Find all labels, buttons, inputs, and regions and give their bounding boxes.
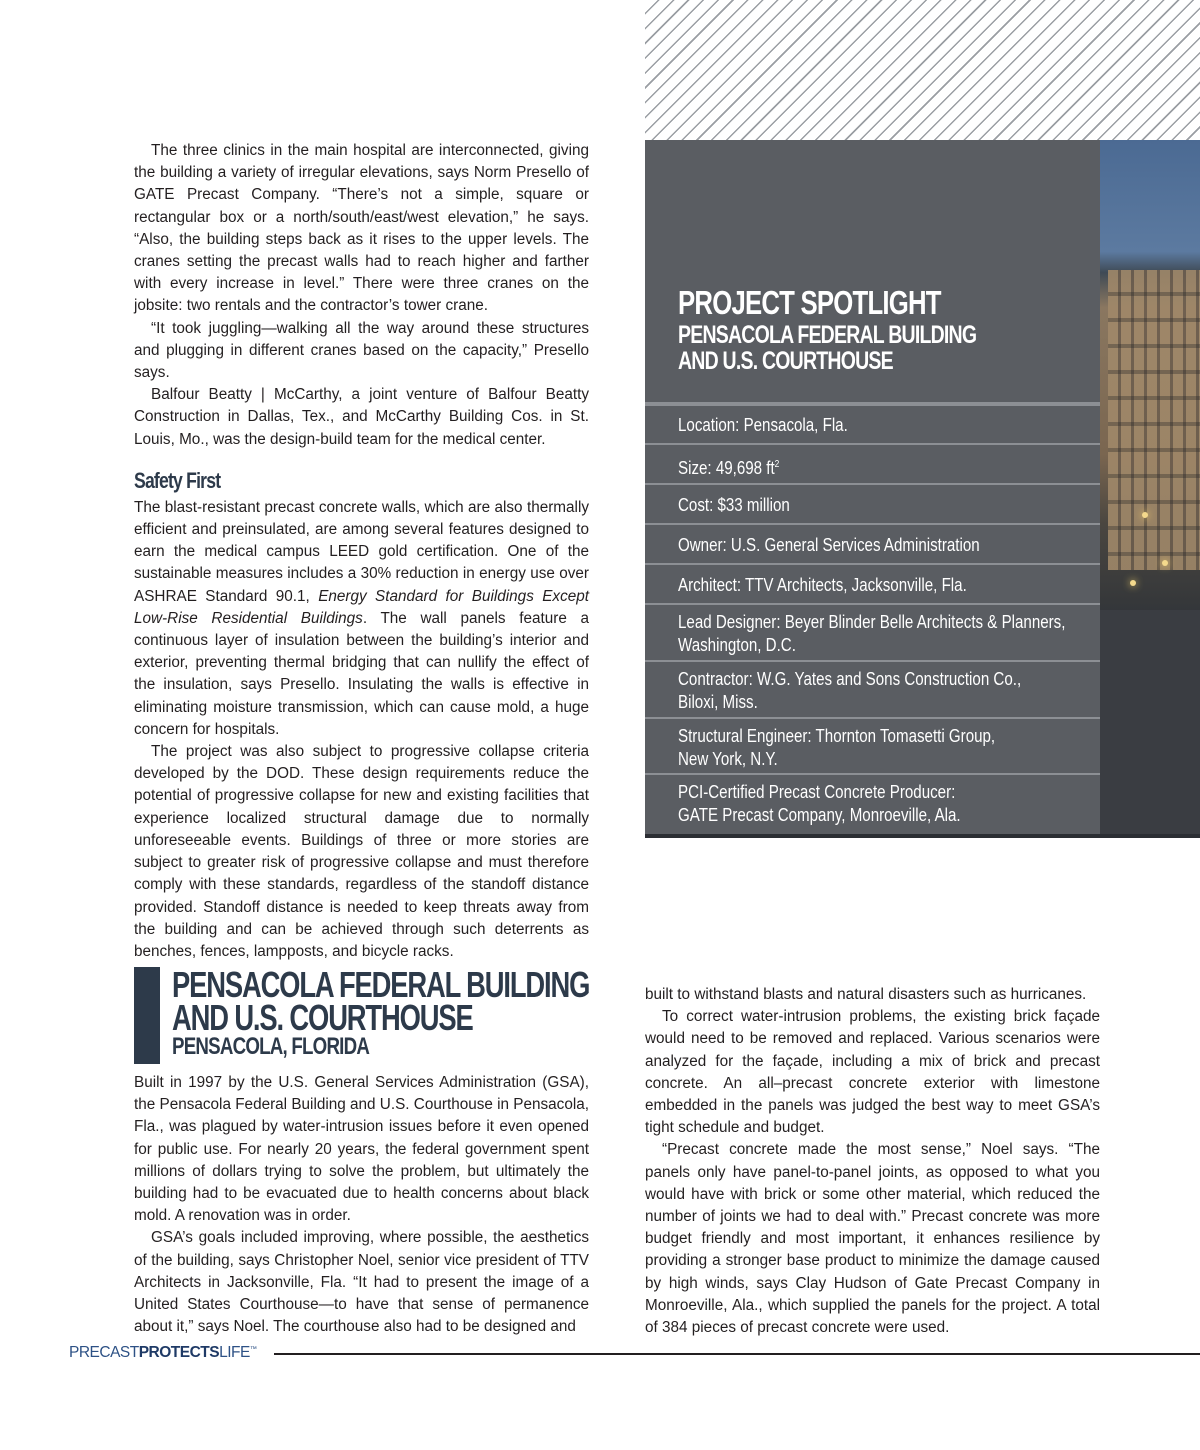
brand-word-life: LIFE — [219, 1344, 250, 1361]
body-paragraph: “It took juggling—walking all the way around these structures and plugging in different cranes based on the capacity,” Presello says. — [134, 319, 589, 382]
heading-accent-bar — [134, 967, 160, 1064]
diagonal-hatch-pattern — [645, 0, 1200, 140]
spotlight-owner: Owner: U.S. General Services Administration — [678, 535, 980, 555]
spotlight-subtitle-line1: PENSACOLA FEDERAL BUILDING — [678, 321, 977, 349]
spotlight-row-architect — [645, 565, 1100, 605]
spotlight-row-producer — [645, 775, 1100, 834]
body-paragraph — [134, 497, 589, 741]
courthouse-photo — [1100, 140, 1200, 838]
photo-street — [1100, 610, 1200, 838]
spotlight-contractor-line2: Biloxi, Miss. — [678, 691, 758, 712]
spotlight-row-contractor — [645, 662, 1100, 719]
spotlight-contractor — [678, 668, 1021, 713]
body-paragraph: “Precast concrete made the most sense,” Noel says. “The panels only have panel-to-panel joints, as opposed to what you would have with brick or some other material, which reduced the number of joints we had to deal with.” Precast concrete was more budget friendly and most important, it enhances resilience by providing a stronger base product to minimize the damage caused by high winds, says Clay Hudson of Gate Precast Company in Monroeville, Ala., which supplied the panels for the project. A total of 384 pieces of precast concrete were used. — [645, 1141, 1100, 1337]
text-run: The blast-resistant precast concrete walls, which are also thermally efficient and preinsulated, are among several features designed to earn the medical campus LEED gold certification. One of the sustainable measures includes a 30% reduction in energy use over ASHRAE Standard 90.1, — [134, 498, 589, 605]
spotlight-row-location — [645, 406, 1100, 445]
spotlight-engineer-line1: Structural Engineer: Thornton Tomasetti Group, — [678, 726, 996, 746]
feature-heading — [172, 964, 590, 1038]
spotlight-title: PROJECT SPOTLIGHT — [678, 284, 941, 321]
feature-heading-line2: AND U.S. COURTHOUSE — [172, 997, 473, 1038]
standard-title: Energy Standard for Buildings Except Low-Rise Residential Buildings — [134, 587, 589, 627]
spotlight-size-text: Size: 49,698 ft — [678, 458, 775, 478]
spotlight-location: Location: Pensacola, Fla. — [678, 415, 848, 435]
photo-lamp — [1130, 580, 1136, 586]
article-bottom-left-column — [134, 1072, 589, 1338]
spotlight-size-sup: 2 — [774, 459, 780, 470]
brand-word-protects: PROTECTS — [138, 1344, 220, 1361]
spotlight-row-engineer — [645, 719, 1100, 775]
feature-location: PENSACOLA, FLORIDA — [172, 1033, 370, 1060]
brand-word-precast: PRECAST — [69, 1344, 139, 1361]
footer-rule — [274, 1353, 1200, 1355]
body-paragraph: To correct water-intrusion problems, the existing brick façade would need to be removed and replaced. Various scenarios were analyzed for the façade, including a mix of brick and precast concrete. An all–precast concrete exterior with limestone embedded in the panels was judged the best way to meet GSA’s tight schedule and budget. — [645, 1008, 1100, 1137]
section-subhead: Safety First — [134, 467, 221, 493]
body-paragraph: GSA’s goals included improving, where possible, the aesthetics of the building, says Christopher Noel, senior vice president of TTV Architects in Jacksonville, Fla. “It had to present the image of a United States Courthouse—to have that sense of permanence about it,” says Noel. The courthouse also had to be designed and — [134, 1229, 589, 1336]
spotlight-subtitle-line2: AND U.S. COURTHOUSE — [678, 347, 893, 375]
text-run: . The wall panels feature a continuous layer of insulation between the building’s interior and exterior, preventing thermal bridging that can nullify the effect of the insulation, says Presello. Insulating the walls is effective in eliminating moisture transmission, which can cause mold, a huge concern for hospitals. — [134, 609, 589, 738]
article-bottom-right-column — [645, 984, 1100, 1339]
body-paragraph: built to withstand blasts and natural disasters such as hurricanes. — [645, 986, 1087, 1003]
body-paragraph: Built in 1997 by the U.S. General Services Administration (GSA), the Pensacola Federal Building and U.S. Courthouse in Pensacola, Fla., was plagued by water-intrusion issues before it even opened for public use. For nearly 20 years, the federal government spent millions of dollars trying to solve the problem, but ultimately the building had to be evacuated due to health concerns about black mold. A renovation was in order. — [134, 1074, 589, 1225]
spotlight-row-size — [645, 445, 1100, 485]
spotlight-cost: Cost: $33 million — [678, 495, 790, 515]
photo-windows — [1108, 270, 1200, 570]
spotlight-row-owner — [645, 525, 1100, 565]
body-paragraph: Balfour Beatty | McCarthy, a joint venture of Balfour Beatty Construction in Dallas, Tex., and McCarthy Building Cos. in St. Louis, Mo., was the design-build team for the medical center. — [134, 386, 589, 448]
panel-bottom-rule — [645, 834, 1200, 838]
spotlight-engineer-line2: New York, N.Y. — [678, 748, 778, 769]
spotlight-size — [678, 454, 779, 480]
footer-brand — [69, 1344, 256, 1362]
spotlight-contractor-line1: Contractor: W.G. Yates and Sons Construction Co., — [678, 669, 1022, 689]
photo-lamp — [1142, 512, 1148, 518]
feature-heading-line1: PENSACOLA FEDERAL BUILDING — [172, 964, 590, 1005]
brand-trademark: ™ — [249, 1345, 257, 1353]
photo-lamp — [1162, 560, 1168, 566]
spotlight-producer-line2: GATE Precast Company, Monroeville, Ala. — [678, 804, 961, 825]
spotlight-lead-designer — [678, 611, 1065, 656]
spotlight-producer — [678, 781, 961, 826]
spotlight-subtitle — [678, 322, 976, 374]
spotlight-lead-designer-line2: Washington, D.C. — [678, 634, 796, 655]
spotlight-row-cost — [645, 485, 1100, 525]
spotlight-producer-line1: PCI-Certified Precast Concrete Producer: — [678, 782, 956, 802]
body-paragraph: The three clinics in the main hospital are interconnected, giving the building a variety of irregular elevations, says Norm Presello of GATE Precast Company. “There’s not a simple, square or rectangular box or a north/south/east/west elevation,” he says. “Also, the building steps back as it rises to the upper levels. The cranes setting the precast walls had to reach higher and farther with every increase in level.” There were three cranes on the jobsite: two rentals and the contractor’s tower crane. — [134, 142, 589, 315]
body-paragraph: The project was also subject to progressive collapse criteria developed by the DOD. These design requirements reduce the potential of progressive collapse for new and existing facilities that experience localized structural damage due to normally unforeseeable events. Buildings of three or more stories are subject to greater risk of progressive collapse and must therefore comply with these standards, regardless of the standoff distance provided. Standoff distance is needed to keep threats away from the building and can be achieved through such deterrents as benches, fences, lampposts, and bicycle racks. — [134, 743, 589, 960]
spotlight-row-lead-designer — [645, 605, 1100, 662]
spotlight-architect: Architect: TTV Architects, Jacksonville, Fla. — [678, 575, 967, 595]
spotlight-engineer — [678, 725, 995, 770]
spotlight-lead-designer-line1: Lead Designer: Beyer Blinder Belle Architects & Planners, — [678, 612, 1066, 632]
article-top-column — [134, 140, 589, 963]
